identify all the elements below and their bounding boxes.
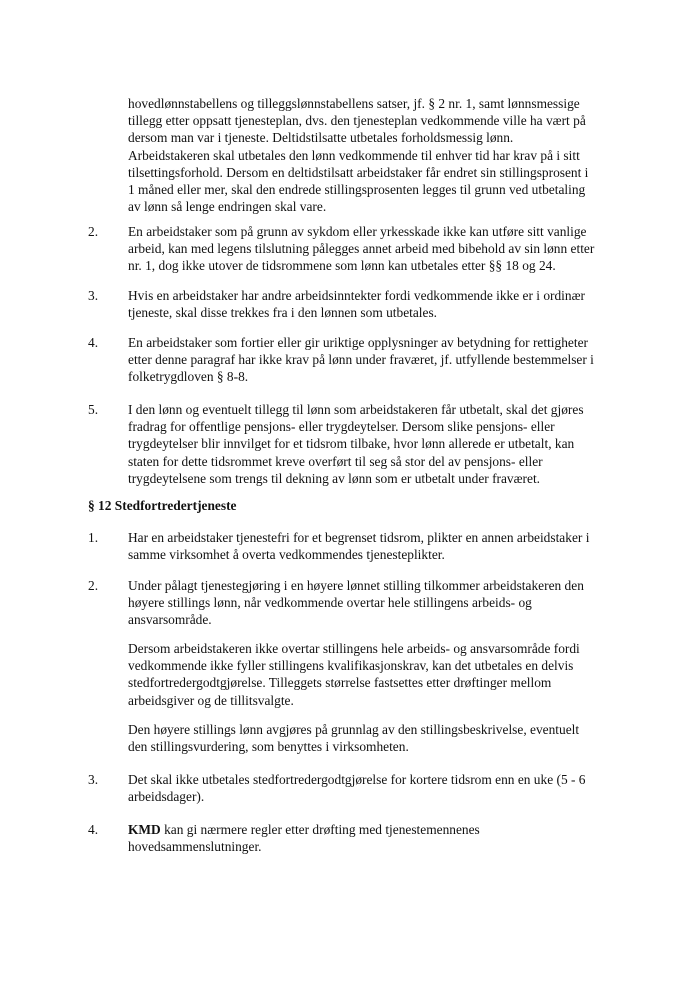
text-line: staten for dette tidsrommet kreve overført til seg så stor del av pensjons- eller	[128, 453, 543, 469]
text-line: folketrygdloven § 8-8.	[128, 369, 249, 385]
text-line: trygdeytelsene som trengs til dekning av lønn som er utbetalt under fraværet.	[128, 470, 541, 486]
item-paragraph	[128, 401, 628, 487]
text-line: vedkommende ikke fyller stillingens kvalifikasjonskrav, kan det utbetales en delvis	[128, 658, 574, 674]
text-line: 1 måned eller mer, skal den endrede stillingsprosenten legges til grunn ved utbetaling	[128, 182, 586, 198]
text-line: hovedsammenslutninger.	[128, 839, 262, 855]
text-line: Dersom arbeidstakeren ikke overtar stillingens hele arbeids- og ansvarsområde fordi	[128, 641, 580, 656]
text-line: av lønn så lenge endringen skal vare.	[128, 199, 327, 215]
text-line: etter denne paragraf har ikke krav på lønn under fraværet, jf. utfyllende bestemmelser i	[128, 352, 594, 368]
item-number: 2.	[88, 578, 99, 593]
bold-lead: KMD	[128, 822, 161, 837]
text-line: stedfortredergodtgjørelse. Tilleggets størrelse fastsettes etter drøftinger mellom	[128, 675, 552, 691]
item-number: 1.	[88, 530, 99, 545]
item-number: 4.	[88, 822, 99, 837]
text-line: fradrag for offentlige pensjons- eller trygdeytelser. Dersom slike pensjons- eller	[128, 419, 555, 435]
text-line: trygdeytelser blir innvilget for et tidsrom tilbake, hvor lønn allerede er utbetalt, kan	[128, 436, 575, 452]
text-line: Har en arbeidstaker tjenestefri for et begrenset tidsrom, plikter en annen arbeidstaker i	[128, 530, 590, 545]
text-line: Det skal ikke utbetales stedfortredergodtgjørelse for kortere tidsrom enn en uke (5 - 6	[128, 772, 586, 787]
item-paragraph	[128, 223, 628, 275]
item-number: 3.	[88, 772, 99, 787]
text-line: Hvis en arbeidstaker har andre arbeidsinntekter fordi vedkommende ikke er i ordinær	[128, 288, 585, 303]
text-line: arbeidsgiver og de tillitsvalgte.	[128, 692, 294, 708]
item-paragraph	[128, 287, 628, 321]
text-run: kan gi nærmere regler etter drøfting med tjenestemennenes	[160, 822, 480, 837]
text-line: Arbeidstakeren skal utbetales den lønn vedkommende til enhver tid har krav på i sitt	[128, 147, 580, 163]
text-line: Den høyere stillings lønn avgjøres på grunnlag av den stillingsbeskrivelse, eventuelt	[128, 722, 580, 737]
item-paragraph	[128, 334, 628, 386]
text-line: nr. 1, dog ikke utover de tidsrommene som lønn kan utbetales etter §§ 18 og 24.	[128, 258, 556, 274]
text-line: I den lønn og eventuelt tillegg til lønn som arbeidstakeren får utbetalt, skal det gjøres	[128, 402, 584, 417]
item-paragraph	[128, 821, 628, 855]
item-paragraph	[128, 771, 628, 805]
item-number: 5.	[88, 402, 99, 417]
text-line: En arbeidstaker som fortier eller gir uriktige opplysninger av betydning for rettigheter	[128, 335, 588, 350]
text-line: dersom man var i tjeneste. Deltidstilsatte utbetales forholdsmessig lønn.	[128, 130, 514, 146]
item-subparagraph	[128, 721, 628, 755]
text-line: arbeidsdager).	[128, 789, 205, 805]
text-line: En arbeidstaker som på grunn av sykdom eller yrkesskade ikke kan utføre sitt vanlige	[128, 224, 587, 239]
text-line: hovedlønnstabellens og tilleggslønnstabellens satser, jf. § 2 nr. 1, samt lønnsmessige	[128, 96, 580, 111]
section-heading: § 12 Stedfortredertjeneste	[88, 498, 237, 513]
text-line: tjeneste, skal disse trekkes fra i den lønnen som utbetales.	[128, 305, 438, 321]
text-line	[128, 821, 628, 838]
item-subparagraph	[128, 640, 628, 709]
text-line: samme virksomhet å overta vedkommendes tjenesteplikter.	[128, 547, 445, 563]
item-number: 2.	[88, 224, 99, 239]
text-line: ansvarsområde.	[128, 612, 212, 628]
text-line: Under pålagt tjenestegjøring i en høyere lønnet stilling tilkommer arbeidstakeren den	[128, 578, 584, 593]
item-number: 3.	[88, 288, 99, 303]
continuation-paragraph	[128, 95, 628, 215]
item-number: 4.	[88, 335, 99, 350]
item-paragraph	[128, 529, 628, 563]
text-line: tilsettingsforhold. Dersom en deltidstilsatt arbeidstaker får endret sin stillingsprosent i	[128, 164, 589, 180]
text-line: arbeid, kan med legens tilslutning pålegges annet arbeid med bibehold av sin lønn etter	[128, 241, 595, 257]
text-line: tillegg etter oppsatt tjenesteplan, dvs. den tjenesteplan vedkommende ville ha vært på	[128, 113, 586, 129]
text-line: høyere stillings lønn, når vedkommende overtar hele stillingens arbeids- og	[128, 595, 532, 611]
item-paragraph	[128, 577, 628, 629]
text-line: den stillingsvurdering, som benyttes i virksomheten.	[128, 739, 409, 755]
